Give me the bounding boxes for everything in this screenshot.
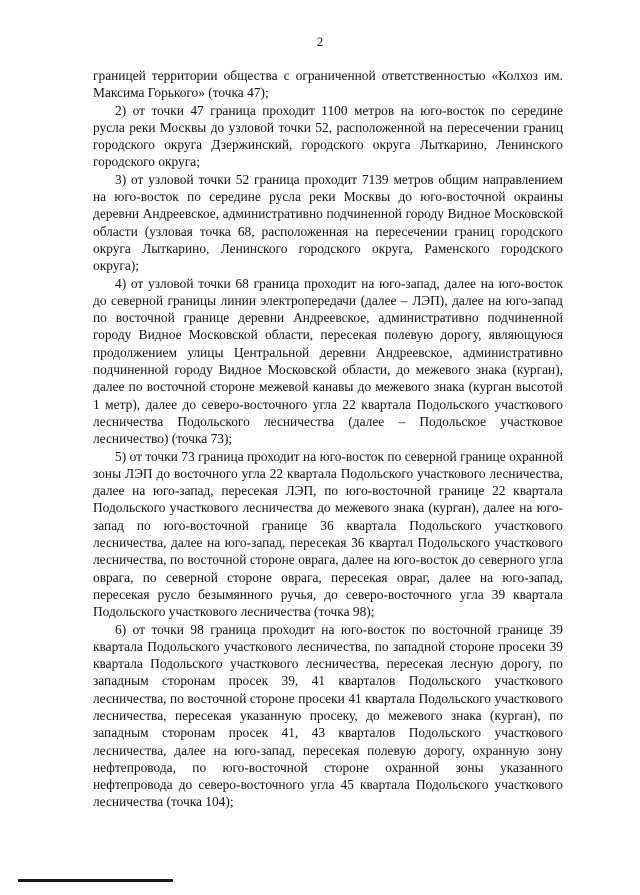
paragraph-item-5: 5) от точки 73 граница проходит на юго-восток по северной границе охранной зоны ЛЭП до восточного угла 22 квартала Подольского участкового лесничества, далее на юго-запад, пересекая ЛЭП, по юго-восточной границе 22 квартала Подольского участкового лесничества до межевого знака (курган), далее на юго-запад по юго-восточной границе 36 квартала Подольского участкового лесничества, далее на юго-запад, пересекая 36 квартал Подольского участкового лесничества, по восточной стороне оврага, далее на юго-восток до северного угла оврага, по северной стороне оврага, пересекая овраг, далее на юго-запад, пересекая русло безымянного ручья, до северо-восточного угла 39 квартала Подольского участкового лесничества (точка 98); [93,448,563,620]
page-number: 2 [316,34,324,49]
paragraph-continuation: границей территории общества с ограниченной ответственностью «Колхоз им. Максима Горького» (точка 47); [93,68,563,101]
paragraph-item-6: 6) от точки 98 граница проходит на юго-восток по восточной границе 39 квартала Подольского участкового лесничества, по западной стороне просеки 39 квартала Подольского участкового лесничества, пересекая лесную дорогу, по западным сторонам просек 39, 41 кварталов Подольского участкового лесничества, по восточной стороне просеки 41 квартала Подольского участкового лесничества, пересекая указанную просеку, до межевого знака (курган), по западным сторонам просек 41, 43 кварталов Подольского участкового лесничества, далее на юго-запад, пересекая полевую дорогу, охранную зону нефтепровода, по юго-восточной стороне охранной зоны указанного нефтепровода до северо-восточного угла 45 квартала Подольского участкового лесничества (точка 104); [93,621,563,810]
document-body [93,67,563,811]
bottom-rule-line [18,879,173,882]
paragraph-item-4: 4) от узловой точки 68 граница проходит на юго-запад, далее на юго-восток до северной границы линии электропередачи (далее – ЛЭП), далее на юго-запад по восточной границе деревни Андреевское, административно подчиненной городу Видное Московской области, пересекая полевую дорогу, являющуюся продолжением улицы Центральной деревни Андреевское, административно подчиненной городу Видное Московской области, до межевого знака (курган), далее по восточной стороне межевой канавы до межевого знака (курган высотой 1 метр), далее до северо-восточного угла 22 квартала Подольского участкового лесничества Подольского лесничества (далее – Подольское участковое лесничество) (точка 73); [93,275,563,447]
paragraph-item-3: 3) от узловой точки 52 граница проходит 7139 метров общим направлением на юго-восток по середине русла реки Москвы до юго-восточной окраины деревни Андреевское, административно подчиненной городу Видное Московской области (узловая точка 68, расположенная на пересечении границ городского округа Лыткарино, Ленинского городского округа, Раменского городского округа); [93,171,563,274]
paragraph-item-2: 2) от точки 47 граница проходит 1100 метров на юго-восток по середине русла реки Москвы до узловой точки 52, расположенной на пересечении границ городского округа Дзержинский, городского округа Лыткарино, Ленинского городского округа; [93,102,563,170]
